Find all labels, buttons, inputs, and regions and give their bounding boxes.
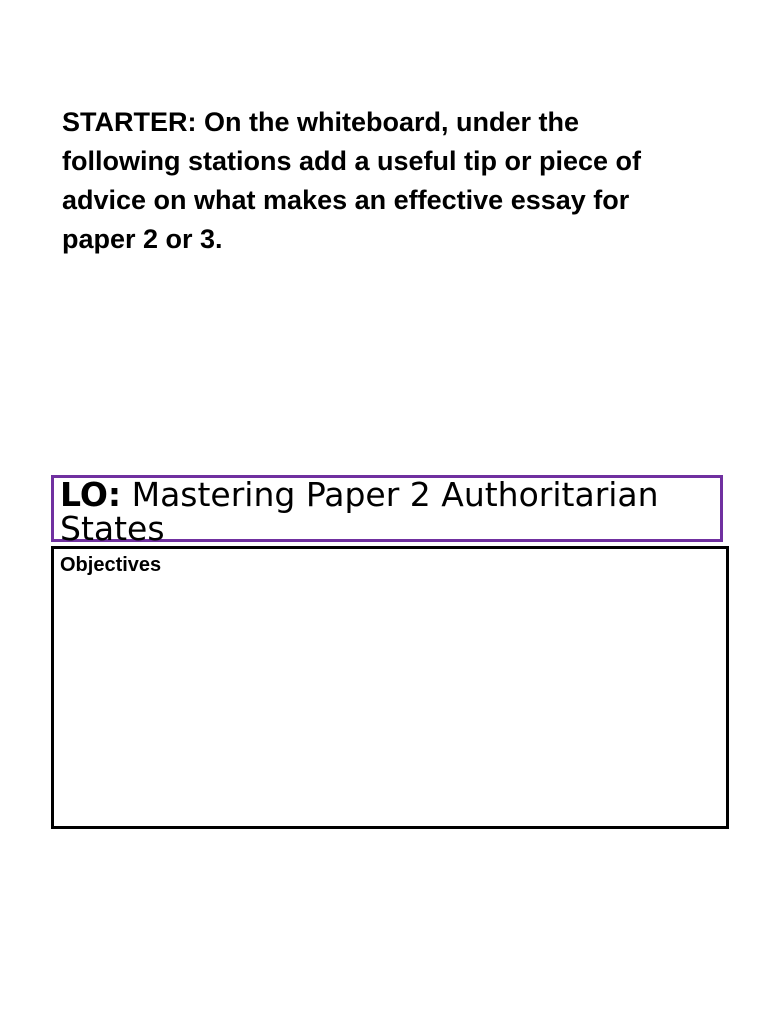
- lo-title: Mastering Paper 2 Authoritarian States: [60, 475, 659, 548]
- objectives-box: [51, 546, 729, 829]
- objectives-heading: Objectives: [60, 554, 162, 576]
- learning-objective-box: [51, 475, 723, 548]
- lo-prefix: LO:: [60, 475, 122, 514]
- starter-text: STARTER: On the whiteboard, under the following stations add a useful tip or piece of advice on what makes an effective essay for paper 2 or 3.: [62, 107, 642, 254]
